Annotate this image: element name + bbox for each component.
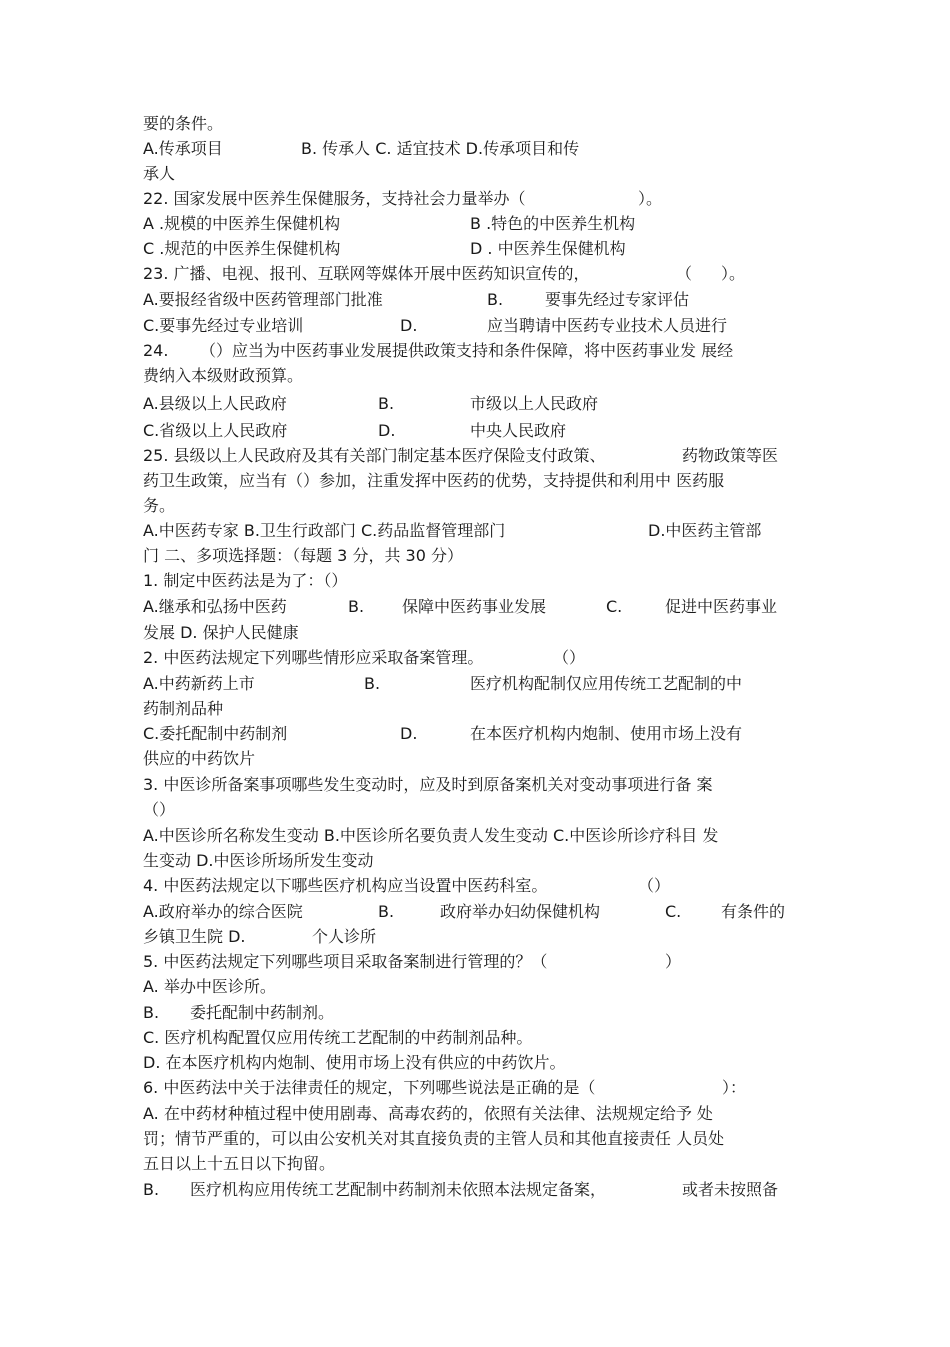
- text-segment: 委托配制中药制剂。: [190, 1003, 335, 1022]
- text-line: [0, 164, 950, 184]
- text-line: [0, 749, 950, 769]
- text-segment: 25. 县级以上人民政府及其有关部门制定基本医疗保险支付政策、: [143, 446, 606, 465]
- text-line: [0, 139, 950, 159]
- text-segment: 要事先经过专家评估: [545, 290, 690, 309]
- text-segment: 中央人民政府: [470, 421, 567, 440]
- text-segment: 费纳入本级财政预算。: [143, 366, 304, 385]
- text-segment: 罚；情节严重的，可以由公安机关对其直接负责的主管人员和其他直接责任 人员处: [143, 1129, 725, 1148]
- text-line: [0, 189, 950, 209]
- text-line: [0, 1129, 950, 1149]
- text-segment: C. 医疗机构配置仅应用传统工艺配制的中药制剂品种。: [143, 1028, 533, 1047]
- text-segment: 2. 中医药法规定下列哪些情形应采取备案管理。: [143, 648, 484, 667]
- text-segment: B. 传承人 C. 适宜技术 D.传承项目和传: [301, 139, 580, 158]
- text-line: [0, 1078, 950, 1098]
- text-segment: 承人: [143, 164, 176, 183]
- text-line: [0, 597, 950, 617]
- text-line: [0, 1154, 950, 1174]
- text-line: [0, 214, 950, 234]
- text-segment: B.: [348, 597, 365, 616]
- text-line: [0, 446, 950, 466]
- text-segment: 政府举办妇幼保健机构: [440, 902, 601, 921]
- text-segment: C .规范的中医养生保健机构: [143, 239, 341, 258]
- text-segment: 医疗机构配制仅应用传统工艺配制的中: [470, 674, 743, 693]
- text-segment: ）。: [721, 264, 746, 283]
- text-segment: 药制剂品种: [143, 699, 224, 718]
- text-segment: 在本医疗机构内炮制、使用市场上没有: [470, 724, 743, 743]
- text-segment: B.: [143, 1180, 160, 1199]
- text-line: [0, 546, 950, 566]
- text-line: [0, 699, 950, 719]
- text-segment: C.: [665, 902, 682, 921]
- text-line: [0, 496, 950, 516]
- text-line: [0, 724, 950, 744]
- text-segment: （）: [143, 800, 176, 819]
- text-segment: A.要报经省级中医药管理部门批准: [143, 290, 383, 309]
- text-line: [0, 264, 950, 284]
- text-segment: A .规模的中医养生保健机构: [143, 214, 341, 233]
- text-segment: ）：: [722, 1078, 747, 1097]
- text-line: [0, 775, 950, 795]
- text-segment: B.: [143, 1003, 160, 1022]
- text-segment: （）: [638, 876, 671, 895]
- text-segment: A.中医诊所名称发生变动 B.中医诊所名要负责人发生变动 C.中医诊所诊疗科目 发: [143, 826, 719, 845]
- text-segment: 或者未按照备: [682, 1180, 779, 1199]
- text-segment: 4. 中医药法规定以下哪些医疗机构应当设置中医药科室。: [143, 876, 548, 895]
- text-segment: 医疗机构应用传统工艺配制中药制剂未依照本法规定备案，: [190, 1180, 607, 1199]
- text-line: [0, 571, 950, 591]
- text-line: [0, 1003, 950, 1023]
- text-segment: 3. 中医诊所备案事项哪些发生变动时，应及时到原备案机关对变动事项进行备 案: [143, 775, 713, 794]
- text-segment: D.中医药主管部: [648, 521, 762, 540]
- text-segment: 1. 制定中医药法是为了：（）: [143, 571, 348, 590]
- text-line: [0, 421, 950, 441]
- text-line: [0, 1180, 950, 1200]
- text-segment: A.政府举办的综合医院: [143, 902, 303, 921]
- text-line: [0, 800, 950, 820]
- text-segment: C.省级以上人民政府: [143, 421, 288, 440]
- text-segment: 促进中医药事业: [665, 597, 778, 616]
- text-segment: C.要事先经过专业培训: [143, 316, 304, 335]
- text-segment: 23. 广播、电视、报刊、互联网等媒体开展中医药知识宣传的，: [143, 264, 590, 283]
- text-segment: 发展 D. 保护人民健康: [143, 623, 299, 642]
- text-segment: 6. 中医药法中关于法律责任的规定，下列哪些说法是正确的是（: [143, 1078, 596, 1097]
- text-line: [0, 239, 950, 259]
- text-segment: D . 中医养生保健机构: [470, 239, 626, 258]
- text-segment: 务。: [143, 496, 176, 515]
- text-line: [0, 927, 950, 947]
- text-segment: 个人诊所: [312, 927, 377, 946]
- text-segment: 生变动 D.中医诊所场所发生变动: [143, 851, 374, 870]
- text-segment: 市级以上人民政府: [470, 394, 599, 413]
- text-segment: ）: [665, 952, 682, 971]
- text-line: [0, 876, 950, 896]
- text-segment: 门 二、多项选择题：（每题 3 分，共 30 分）: [143, 546, 463, 565]
- text-segment: D. 在本医疗机构内炮制、使用市场上没有供应的中药饮片。: [143, 1053, 566, 1072]
- text-line: [0, 290, 950, 310]
- text-segment: 22. 国家发展中医养生保健服务，支持社会力量举办（: [143, 189, 526, 208]
- text-segment: 应当聘请中医药专业技术人员进行: [487, 316, 728, 335]
- text-segment: 24.: [143, 341, 169, 360]
- text-segment: （）应当为中医药事业发展提供政策支持和条件保障，将中医药事业发 展经: [200, 341, 734, 360]
- text-line: [0, 394, 950, 414]
- text-segment: A.继承和弘扬中医药: [143, 597, 287, 616]
- text-segment: A.传承项目: [143, 139, 223, 158]
- text-line: [0, 977, 950, 997]
- text-segment: ）。: [638, 189, 663, 208]
- text-segment: 乡镇卫生院 D.: [143, 927, 246, 946]
- text-line: [0, 316, 950, 336]
- text-segment: B.: [378, 394, 395, 413]
- text-segment: B.: [364, 674, 381, 693]
- text-segment: 有条件的: [721, 902, 786, 921]
- text-line: [0, 471, 950, 491]
- text-segment: 供应的中药饮片: [143, 749, 256, 768]
- text-segment: D.: [400, 724, 418, 743]
- text-segment: A. 在中药材种植过程中使用剧毒、高毒农药的，依照有关法律、法规规定给予 处: [143, 1104, 713, 1123]
- text-segment: 药卫生政策，应当有（）参加，注重发挥中医药的优势，支持提供和利用中 医药服: [143, 471, 725, 490]
- text-segment: 保障中医药事业发展: [402, 597, 547, 616]
- text-segment: A. 举办中医诊所。: [143, 977, 276, 996]
- text-segment: D.: [378, 421, 396, 440]
- text-segment: B.: [487, 290, 504, 309]
- text-segment: A.中药新药上市: [143, 674, 255, 693]
- text-segment: C.委托配制中药制剂: [143, 724, 288, 743]
- text-line: [0, 902, 950, 922]
- text-segment: （）: [553, 648, 586, 667]
- text-line: [0, 1028, 950, 1048]
- text-segment: （: [676, 264, 693, 283]
- text-segment: B.: [378, 902, 395, 921]
- text-line: [0, 341, 950, 361]
- text-segment: C.: [606, 597, 623, 616]
- text-line: [0, 623, 950, 643]
- text-line: [0, 114, 950, 134]
- text-line: [0, 826, 950, 846]
- text-line: [0, 648, 950, 668]
- text-line: [0, 1053, 950, 1073]
- text-line: [0, 674, 950, 694]
- text-line: [0, 366, 950, 386]
- text-segment: 5. 中医药法规定下列哪些项目采取备案制进行管理的？（: [143, 952, 548, 971]
- text-segment: 五日以上十五日以下拘留。: [143, 1154, 336, 1173]
- text-line: [0, 952, 950, 972]
- text-line: [0, 851, 950, 871]
- text-segment: D.: [400, 316, 418, 335]
- text-line: [0, 1104, 950, 1124]
- text-segment: 药物政策等医: [682, 446, 779, 465]
- text-segment: A.县级以上人民政府: [143, 394, 287, 413]
- text-segment: A.中医药专家 B.卫生行政部门 C.药品监督管理部门: [143, 521, 506, 540]
- text-line: [0, 521, 950, 541]
- text-segment: B .特色的中医养生机构: [470, 214, 636, 233]
- text-segment: 要的条件。: [143, 114, 224, 133]
